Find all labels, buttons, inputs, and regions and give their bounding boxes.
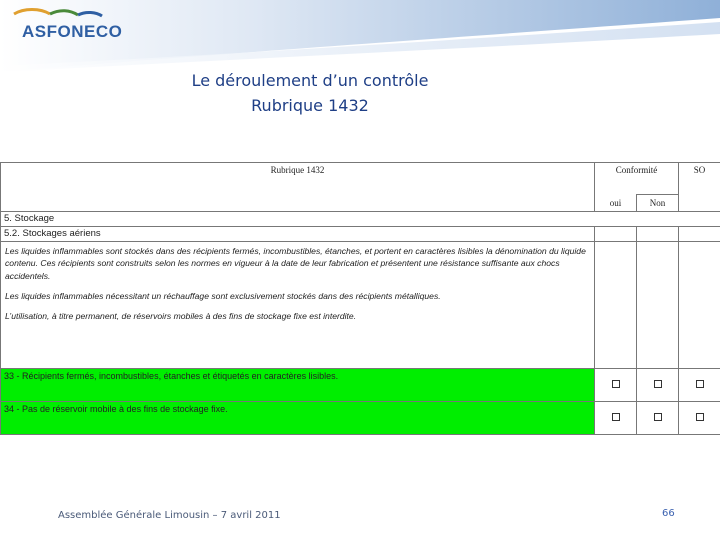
so-checkbox-cell[interactable] <box>679 402 720 435</box>
header-rubrique: Rubrique 1432 <box>1 163 595 212</box>
oui-checkbox-cell[interactable] <box>595 402 637 435</box>
so-checkbox-cell[interactable] <box>679 369 720 402</box>
requirement-label: 34 - Pas de réservoir mobile à des fins de stockage fixe. <box>1 402 595 435</box>
description-paragraph: Les liquides inflammables sont stockés dans des récipients fermés, incombustibles, étanches, et portent en caractères lisibles la dénomination du liquide contenu. Ces récipients sont construits selon les normes en vigueur à la date de leur fabrication et présentent une résistance suffisante aux chocs accidentels. <box>5 246 586 281</box>
empty-cell <box>595 227 637 242</box>
non-checkbox-cell[interactable] <box>637 402 679 435</box>
so-checkbox[interactable] <box>696 380 704 388</box>
requirement-label: 33 - Récipients fermés, incombustibles, étanches et étiquetés en caractères lisibles. <box>1 369 595 402</box>
title-line-2: Rubrique 1432 <box>251 96 369 115</box>
header-so: SO <box>679 163 720 212</box>
empty-cell <box>679 227 720 242</box>
subsection-title: 5.2. Stockages aériens <box>1 227 595 242</box>
checklist-table-wrapper <box>0 162 720 435</box>
footer-text: Assemblée Générale Limousin – 7 avril 2011 <box>58 510 281 521</box>
section-title: 5. Stockage <box>1 212 720 227</box>
description-paragraph: Les liquides inflammables nécessitant un réchauffage sont exclusivement stockés dans des récipients métalliques. <box>5 290 441 301</box>
header-row <box>1 163 720 195</box>
section-row <box>1 212 720 227</box>
oui-checkbox-cell[interactable] <box>595 369 637 402</box>
checklist-table <box>0 162 720 435</box>
empty-cell <box>637 227 679 242</box>
empty-cell <box>595 242 637 369</box>
oui-checkbox[interactable] <box>612 380 620 388</box>
company-logo <box>6 8 156 54</box>
header-conformite: Conformité <box>595 163 679 195</box>
header-band <box>0 0 720 72</box>
description-row <box>1 242 720 369</box>
non-checkbox[interactable] <box>654 380 662 388</box>
so-checkbox[interactable] <box>696 413 704 421</box>
title-line-1: Le déroulement d’un contrôle <box>191 71 429 90</box>
page-number: 66 <box>662 508 675 519</box>
oui-checkbox[interactable] <box>612 413 620 421</box>
page-title <box>0 68 620 118</box>
description-paragraph: L’utilisation, à titre permanent, de réservoirs mobiles à des fins de stockage fixe est interdite. <box>5 311 357 322</box>
empty-cell <box>637 242 679 369</box>
header-non: Non <box>637 194 679 211</box>
requirement-row-33 <box>1 369 720 402</box>
header-oui: oui <box>595 194 637 211</box>
logo-text: ASFONECO <box>22 22 123 41</box>
description-cell <box>1 242 595 369</box>
non-checkbox-cell[interactable] <box>637 369 679 402</box>
subsection-row <box>1 227 720 242</box>
empty-cell <box>679 242 720 369</box>
requirement-row-34 <box>1 402 720 435</box>
non-checkbox[interactable] <box>654 413 662 421</box>
